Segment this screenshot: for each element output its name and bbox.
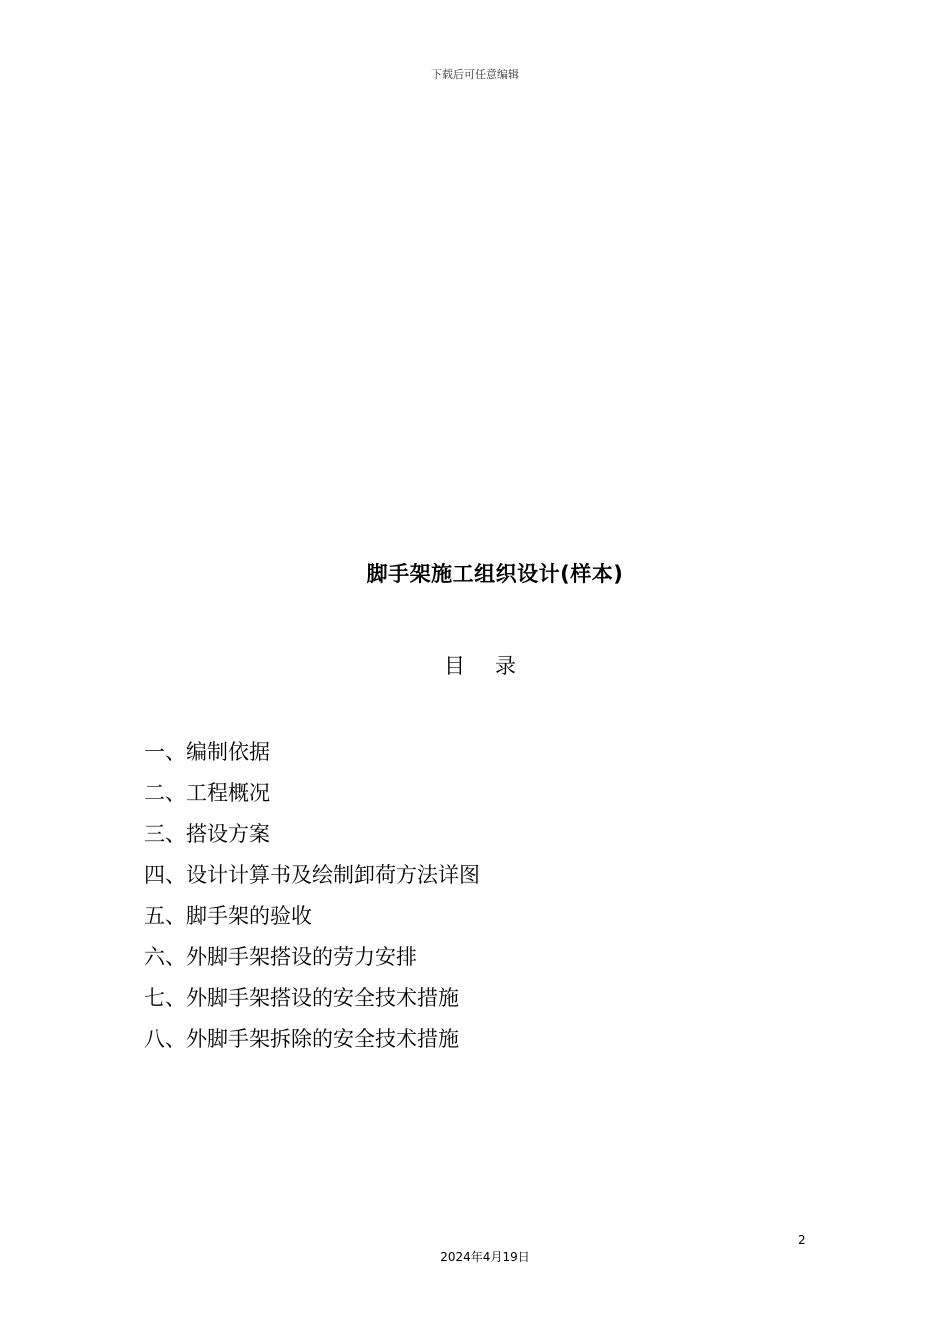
document-title: 脚手架施工组织设计(样本) [366, 562, 624, 586]
page-footer-date: 2024年4月19日 [440, 1250, 530, 1264]
toc-item-3: 三、搭设方案 [144, 822, 270, 846]
toc-item-6: 六、外脚手架搭设的劳力安排 [144, 945, 417, 969]
toc-item-4: 四、设计计算书及绘制卸荷方法详图 [144, 863, 480, 887]
table-of-contents [144, 736, 480, 1064]
toc-item-2: 二、工程概况 [144, 781, 270, 805]
toc-item-5: 五、脚手架的验收 [144, 904, 312, 928]
page-header: 下载后可任意编辑 [431, 68, 519, 81]
toc-heading: 目录 [444, 654, 546, 678]
toc-item-8: 八、外脚手架拆除的安全技术措施 [144, 1027, 459, 1051]
page-number: 2 [798, 1233, 806, 1247]
toc-item-1: 一、编制依据 [144, 740, 270, 764]
toc-item-7: 七、外脚手架搭设的安全技术措施 [144, 986, 459, 1010]
